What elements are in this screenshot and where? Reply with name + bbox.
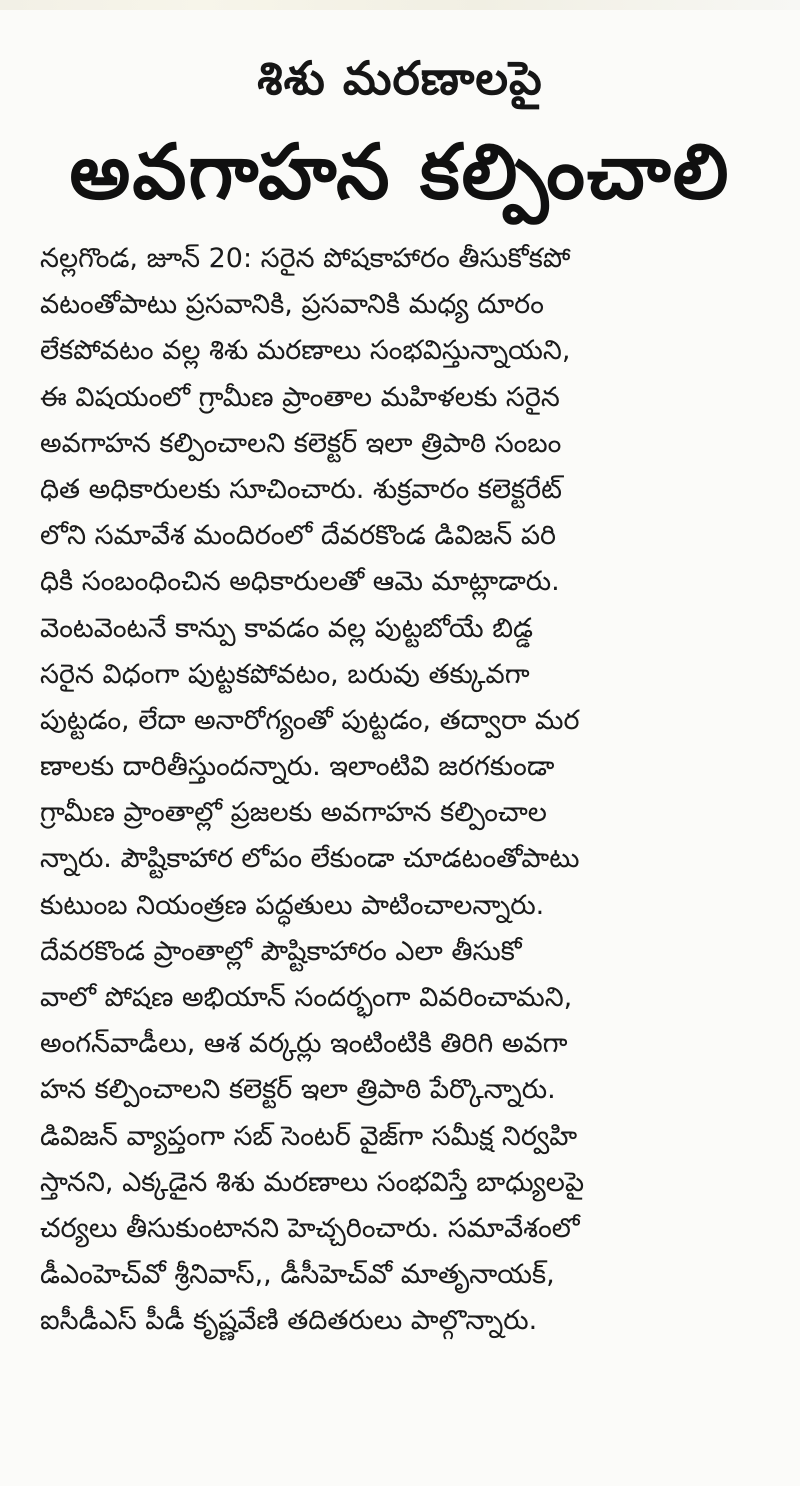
body-line: సరైన విధంగా పుట్టకపోవటం, బరువు తక్కువగా [40, 658, 530, 690]
body-line: హన కల్పించాలని కలెక్టర్ ఇలా త్రిపాఠి పేర్కొన్నారు. [40, 1074, 556, 1106]
body-line: లేకపోవటం వల్ల శిశు మరణాలు సంభవిస్తున్నాయని, [40, 335, 571, 367]
article-body [40, 236, 760, 1345]
body-line: అవగాహన కల్పించాలని కలెక్టర్ ఇలా త్రిపాఠి సంబం [40, 427, 562, 459]
article-headline: అవగాహన కల్పించాలి [69, 127, 731, 216]
body-line: లోని సమావేశ మందిరంలో దేవరకొండ డివిజన్ పరి [40, 520, 557, 552]
previous-article-strip [0, 0, 800, 10]
body-line: స్తానని, ఎక్కడైన శిశు మరణాలు సంభవిస్తే బాధ్యులపై [40, 1166, 585, 1198]
body-line: డీఎంహెచ్‌వో శ్రీనివాస్,, డీసీహెచ్‌వో మాతృనాయక్, [40, 1259, 555, 1291]
article-kicker: శిశు మరణాలపై [257, 51, 543, 105]
body-line: వెంటవెంటనే కాన్పు కావడం వల్ల పుట్టబోయే బిడ్డ [40, 612, 534, 644]
body-line: కుటుంబ నియంత్రణ పద్ధతులు పాటించాలన్నారు. [40, 889, 545, 921]
body-line: ఈ విషయంలో గ్రామీణ ప్రాంతాల మహిళలకు సరైన [40, 381, 560, 413]
body-line: డివిజన్ వ్యాప్తంగా సబ్ సెంటర్ వైజ్‌గా సమీక్ష నిర్వహి [40, 1120, 578, 1152]
body-line: పుట్టడం, లేదా అనారోగ్యంతో పుట్టడం, తద్వారా మర [40, 704, 580, 736]
body-line: వాలో పోషణ అభియాన్ సందర్భంగా వివరించామని, [40, 982, 573, 1013]
body-line: ణాలకు దారితీస్తుందన్నారు. ఇలాంటివి జరగకుండా [40, 751, 555, 783]
body-line: ఐసీడీఎస్ పీడీ కృష్ణవేణి తదితరులు పాల్గొన్నారు. [40, 1305, 538, 1337]
body-line: దేవరకొండ ప్రాంతాల్లో పౌష్టికాహారం ఎలా తీసుకో [40, 935, 522, 967]
newspaper-clipping [0, 10, 800, 1486]
body-line: ధికి సంబంధించిన అధికారులతో ఆమె మాట్లాడారు. [40, 566, 560, 598]
body-line: చర్యలు తీసుకుంటానని హెచ్చరించారు. సమావేశంలో [40, 1212, 580, 1244]
body-line: న్నారు. పౌష్టికాహార లోపం లేకుండా చూడటంతోపాటు [40, 843, 580, 875]
body-line: గ్రామీణ ప్రాంతాల్లో ప్రజలకు అవగాహన కల్పించాల [40, 797, 547, 829]
body-line: వటంతోపాటు ప్రసవానికి, ప్రసవానికి మధ్య దూరం [40, 289, 544, 321]
body-line: నల్లగొండ, జూన్ 20: సరైన పోషకాహారం తీసుకోకపో [40, 243, 571, 274]
body-line: ధిత అధికారులకు సూచించారు. శుక్రవారం కలెక్టరేట్ [40, 473, 562, 505]
body-line: అంగన్‌వాడీలు, ఆశ వర్కర్లు ఇంటింటికి తిరిగి అవగా [40, 1028, 568, 1060]
